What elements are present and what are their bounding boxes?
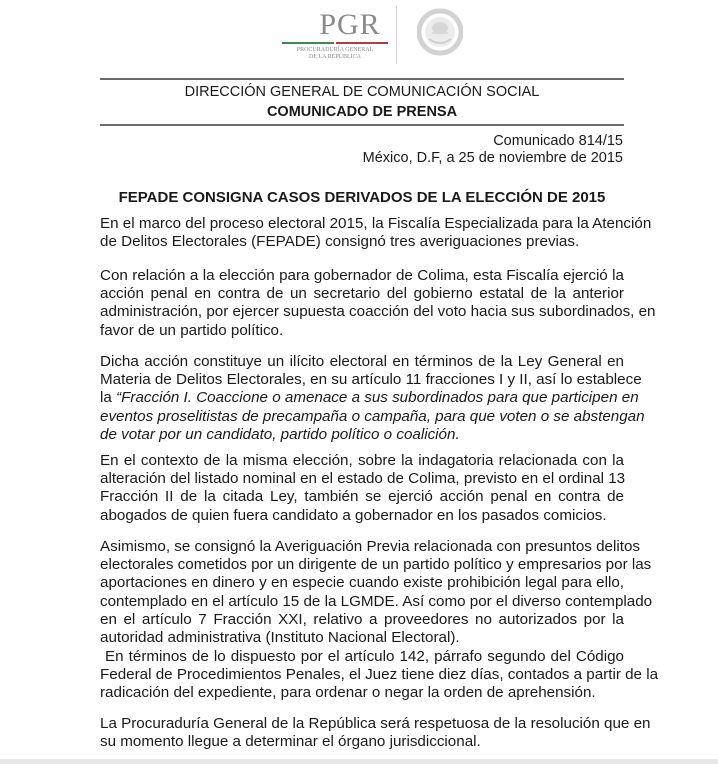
text-prefix: la [100,389,117,407]
department-name: DIRECCIÓN GENERAL DE COMUNICACIÓN SOCIAL [184,84,540,100]
text-line: Asimismo, se consignó la Averiguación Previa relacionada con presuntos delitos [100,538,641,555]
text-line: Materia de Delitos Electorales, en su artículo 11 fracciones I y II, así lo establece [100,371,642,389]
letterhead [0,0,718,70]
logo-red-bar [336,42,388,44]
text-line: abogados de quien fuera candidato a gobernador en los pasados comicios. [100,506,607,524]
text-line: Con relación a la elección para gobernador de Colima, esta Fiscalía ejerció la [100,267,624,284]
text-line-mixed [100,389,639,407]
text-line: En el marco del proceso electoral 2015, la Fiscalía Especializada para la Atención [100,215,652,232]
text-line: en el artículo 7 Fracción XXI, relativo a proveedores no autorizados por la [100,610,624,628]
text-line: autoridad administrativa (Instituto Nacional Electoral). [100,628,460,646]
paragraph-1 [100,215,652,251]
quoted-law-text: de votar por un candidato, partido político o coalición. [100,425,460,443]
communique-number: Comunicado 814/15 [493,133,623,149]
text-line: aportaciones en dinero y en especie cuando existe prohibición legal para ello, [100,574,624,592]
text-line: En el contexto de la misma elección, sobre la indagatoria relacionada con la [100,452,624,469]
quoted-law-text: “Fracción I. Coaccione o amenace a sus subordinados para que participen en [116,389,639,407]
quoted-law-text: eventos proselitistas de precampaña o campaña, para que voten o se abstengan [100,407,645,425]
text-line: su momento llegue a determinar el órgano jurisdiccional. [100,733,481,751]
header-bottom-rule [100,124,624,126]
paragraph-3 [100,353,645,444]
logo-sub-line-1: PROCURADURÍA GENERAL [296,47,374,53]
letterhead-divider [396,6,397,64]
text-line: Dicha acción constituye un ilícito electoral en términos de la Ley General en [100,353,624,370]
paragraph-4 [100,452,624,525]
header-top-rule [100,78,624,80]
paragraph-5 [100,538,653,647]
text-line: alteración del listado nominal en el estado de Colima, previsto en el ordinal 13 [100,470,626,488]
paragraph-2 [100,267,656,340]
text-line: Federal de Procedimientos Penales, el Juez tiene diez días, contados a partir de la [100,666,659,684]
text-line: acción penal en contra de un secretario del gobierno estatal de la anterior [100,285,624,303]
logo-sub-line-2: DE LA REPÚBLICA [308,54,361,60]
text-line: Fracción II de la citada Ley, también se ejerció acción penal en contra de [100,488,624,506]
text-line: administración, por ejercer supuesta coacción del voto hacia sus subordinados, en [100,303,656,321]
place-date: México, D.F, a 25 de noviembre de 2015 [362,150,623,166]
text-line: En términos de lo dispuesto por el artículo 142, párrafo segundo del Código [100,648,624,665]
text-line: La Procuraduría General de la República será respetuosa de la resolución que en [100,715,651,732]
text-line: radicación del expediente, para ordenar o negar la orden de aprehensión. [100,684,596,702]
text-line: contemplado en el artículo 15 de la LGMDE. Así como por el diverso contemplado [100,592,653,610]
text-line: de Delitos Electorales (FEPADE) consignó tres averiguaciones previas. [100,233,580,251]
text-line: favor de un partido político. [100,321,284,339]
national-seal-icon [417,3,463,61]
press-title: FEPADE CONSIGNA CASOS DERIVADOS DE LA ELECCIÓN DE 2015 [118,189,606,206]
paragraph-7 [100,715,651,751]
document-type: COMUNICADO DE PRENSA [266,104,458,120]
pgr-logo-subtitle [282,47,388,61]
page-bottom-edge [0,759,718,764]
pgr-logo-text: PGR [319,8,381,41]
paragraph-6 [100,648,659,703]
logo-green-bar [282,42,334,44]
text-line: electorales cometidos por un dirigente de un partido político y empresarios por las [100,556,652,574]
